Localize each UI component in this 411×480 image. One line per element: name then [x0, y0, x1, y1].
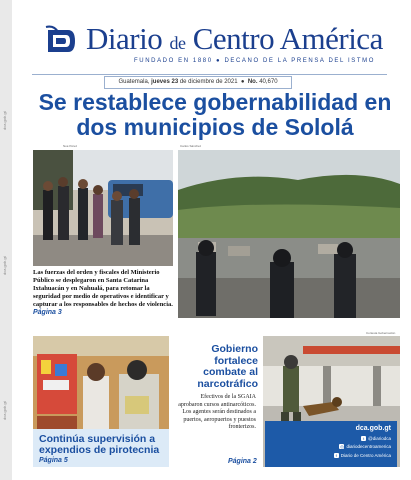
issue-label: No.	[247, 79, 258, 85]
title-de: de	[169, 33, 186, 53]
facebook-icon: f	[335, 453, 337, 458]
side-strip-url-2: dca.gob.gt	[2, 256, 7, 275]
main-caption[interactable]	[33, 269, 173, 317]
masthead	[44, 22, 389, 62]
newspaper-tagline: FUNDADO EN 1880 ● DECANO DE LA PRENSA DEL ISTMO	[134, 58, 375, 64]
police-operation-image	[33, 150, 173, 266]
title-rest: Centro América	[185, 21, 383, 56]
social-promo-box[interactable]	[265, 421, 397, 467]
promo-twitter-row[interactable]	[361, 436, 391, 441]
narcotrafficking-page-ref[interactable]: Página 2	[228, 458, 257, 465]
side-strip	[0, 0, 12, 480]
pyrotechnics-title[interactable]: Continúa supervisión a expendios de pirotecnia	[39, 433, 160, 456]
promo-website[interactable]: dca.gob.gt	[355, 425, 391, 432]
promo-instagram: diariodecentroamerica	[346, 444, 391, 449]
photo-credit-bottom-right: Cortesía Gobernación	[366, 331, 396, 335]
agents-hillside-image	[178, 150, 400, 318]
narcotrafficking-body: Efectivos de la SGAIA aprobaron cursos antinarcóticos. Los agentes serán destinados a puertos, aeropuertos y puestos fronterizos.	[178, 394, 256, 431]
photo-agents-hillside[interactable]	[178, 144, 400, 318]
photo-credit-right: Carlos Sánchez	[180, 144, 202, 148]
title-main: Diario	[86, 21, 170, 56]
issue-number: 40,670	[259, 79, 278, 85]
main-caption-text: Las fuerzas del orden y fiscales del Ministerio Público se desplegaron en Santa Catarina Ixtahuacán y en Nahualá, para retomar la seguridad por medio de operativos e identificar y capturar a los responsables de hechos de violencia.	[33, 269, 173, 308]
dateline: Guatemala, jueves 23 de diciembre de 2021 ● No. 40,670	[104, 76, 292, 89]
newspaper-title	[86, 22, 383, 60]
pyrotechnics-page-ref[interactable]: Página 5	[39, 457, 68, 464]
dateline-rest: de diciembre de 2021	[178, 79, 238, 85]
photo-police-operation[interactable]	[33, 144, 173, 266]
promo-facebook: Diario de Centro América	[340, 453, 391, 458]
side-strip-url-1: dca.gob.gt	[2, 111, 7, 130]
promo-facebook-row[interactable]	[334, 453, 391, 458]
dateline-city: Guatemala,	[118, 79, 152, 85]
pyrotechnics-headline-box[interactable]	[33, 429, 169, 467]
promo-twitter: @diariodca	[368, 436, 391, 441]
twitter-icon: t	[363, 436, 365, 441]
main-caption-page-ref[interactable]: Página 3	[33, 309, 62, 316]
promo-instagram-row[interactable]	[339, 444, 391, 449]
newspaper-logo-icon	[44, 24, 78, 58]
side-strip-url-3: dca.gob.gt	[2, 401, 7, 420]
photo-credit-left: Noé Pérez	[63, 144, 78, 148]
main-headline[interactable]: Se restablece gobernabilidad en dos municipios de Sololá	[38, 89, 392, 140]
narcotrafficking-title[interactable]: Gobierno fortalece combate al narcotráfico	[197, 343, 258, 390]
dateline-day: jueves 23	[151, 79, 179, 85]
instagram-icon: ◎	[340, 444, 344, 449]
